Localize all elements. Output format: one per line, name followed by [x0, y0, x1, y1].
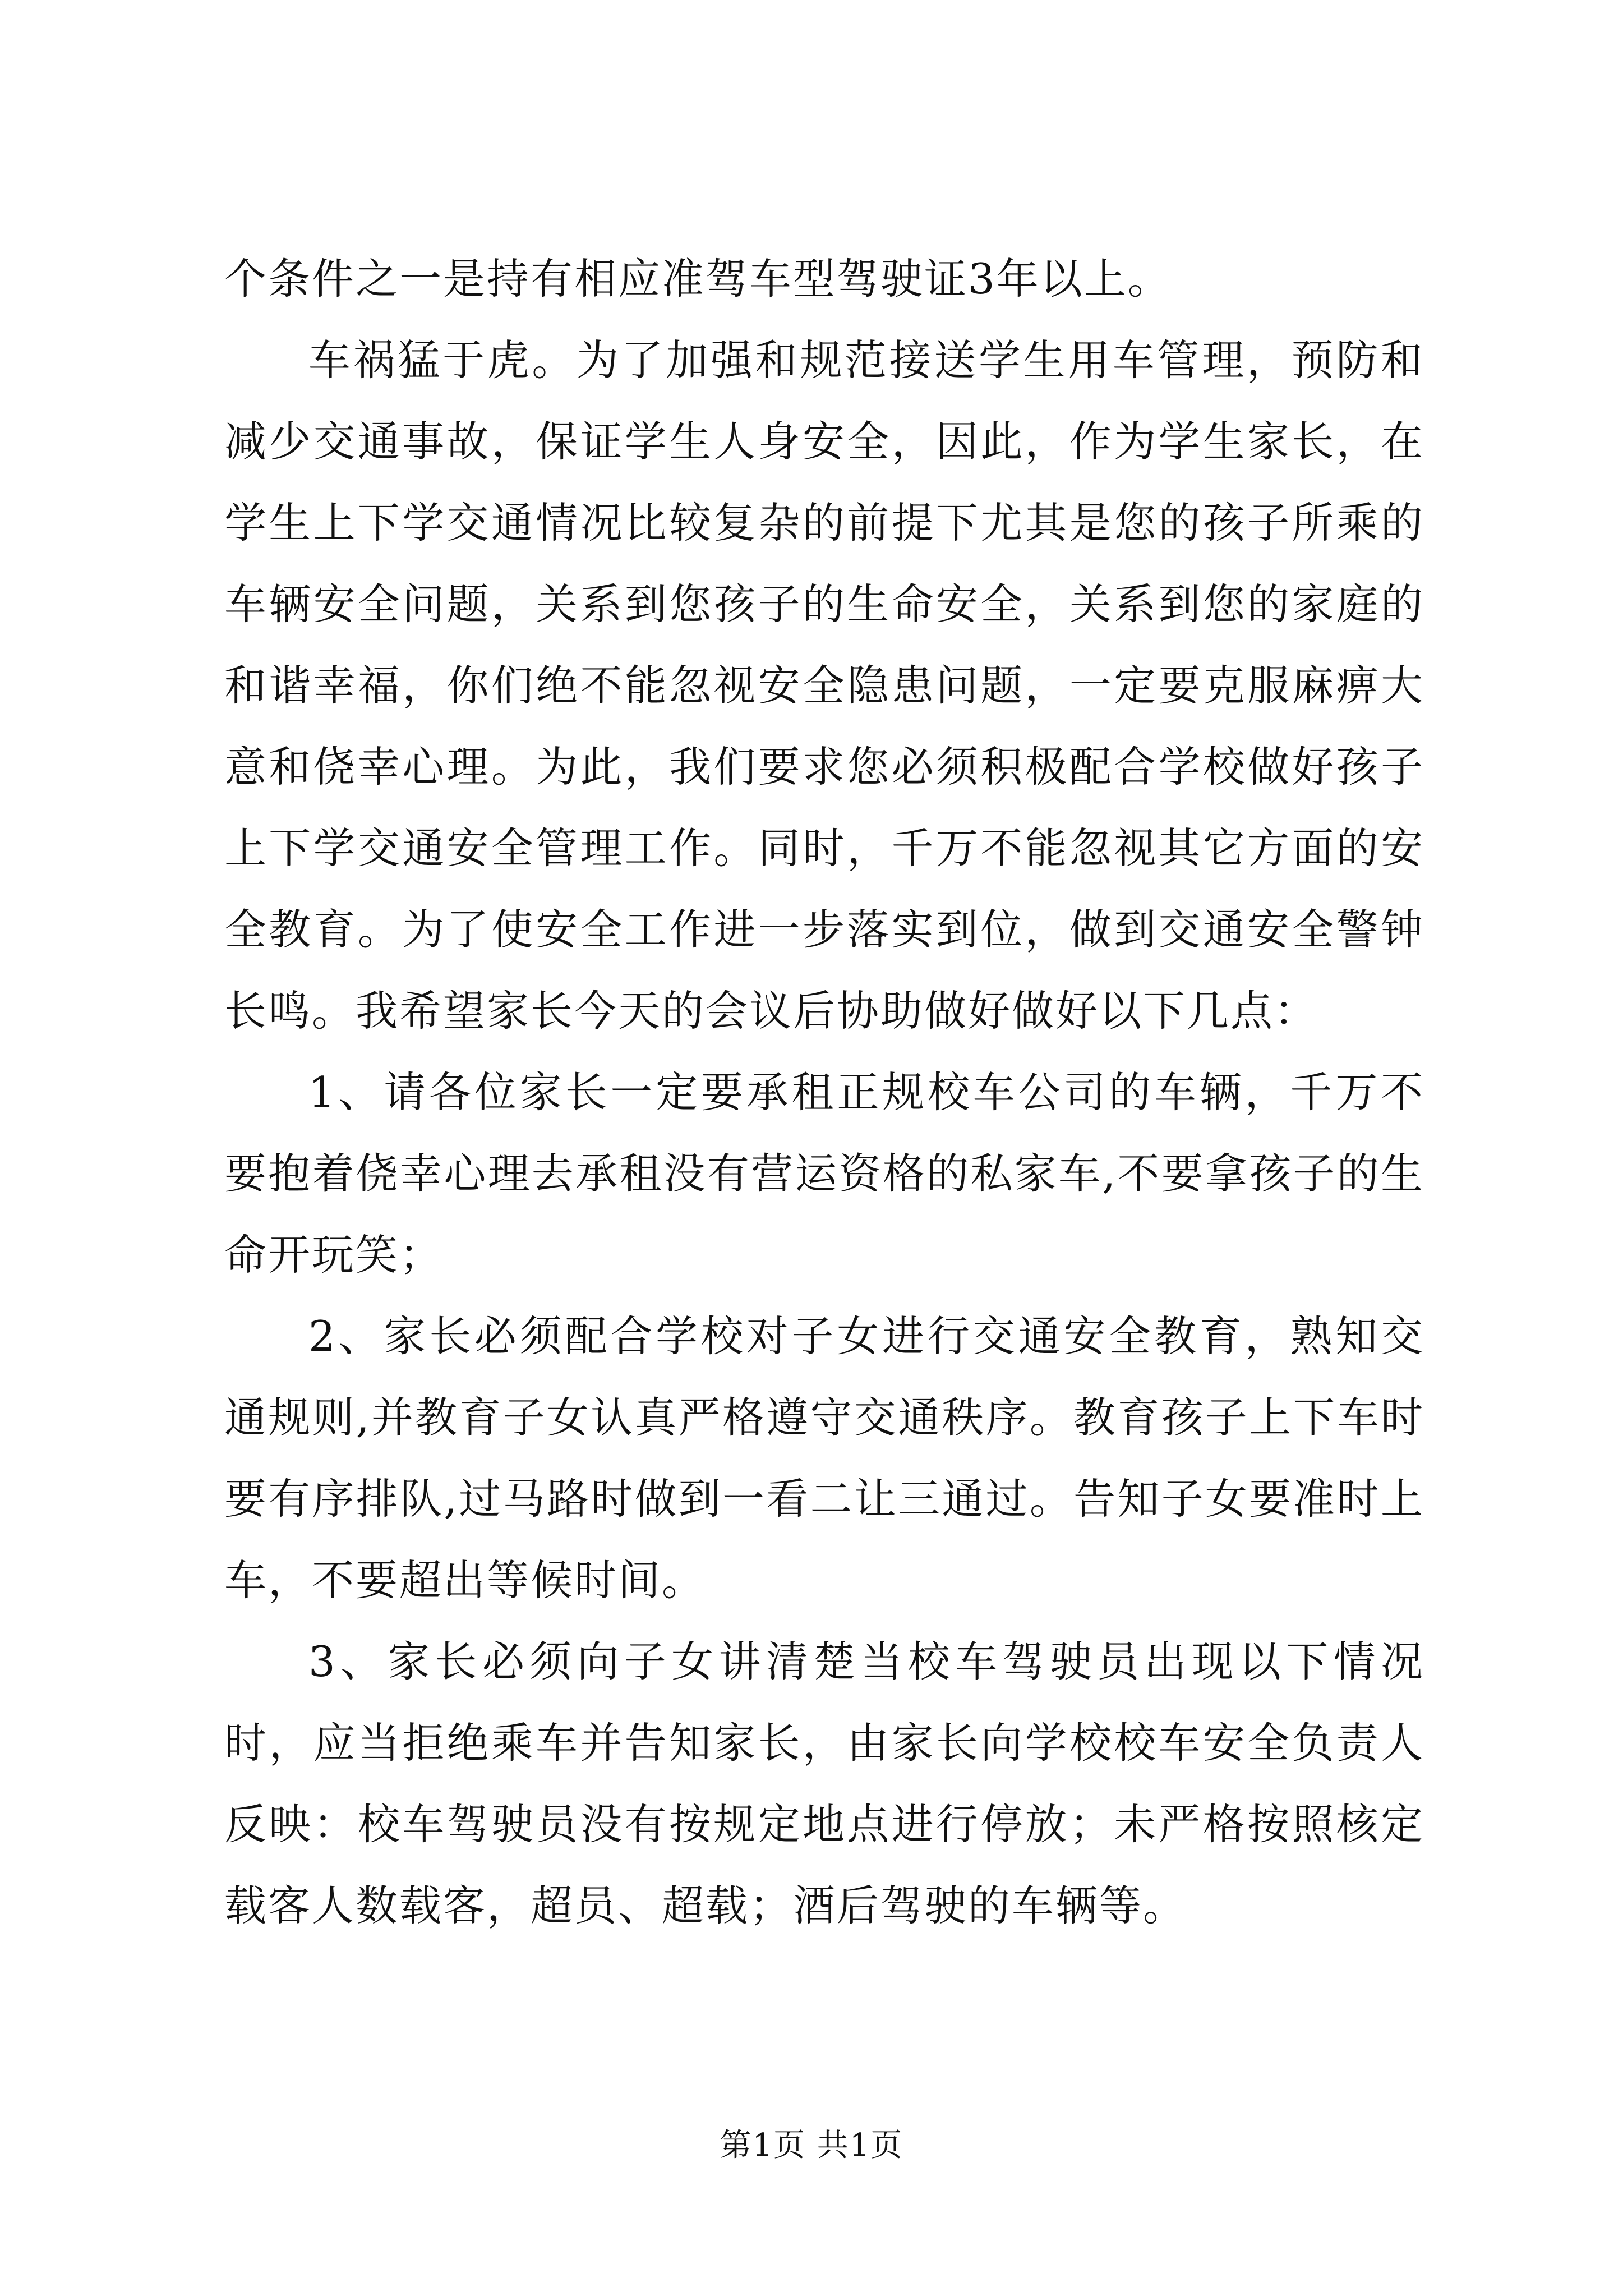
paragraph-point-1: 1、请各位家长一定要承租正规校车公司的车辆，千万不要抱着侥幸心理去承租没有营运资格的私家车,不要拿孩子的生命开玩笑；	[224, 1068, 1424, 1280]
paragraph-point-3: 3、家长必须向子女讲清楚当校车驾驶员出现以下情况时，应当拒绝乘车并告知家长，由家长向学校校车安全负责人反映：校车驾驶员没有按规定地点进行停放；未严格按照核定载客人数载客，超员、超载；酒后驾驶的车辆等。	[224, 1637, 1424, 1930]
paragraph-safety-intro: 车祸猛于虎。为了加强和规范接送学生用车管理，预防和减少交通事故，保证学生人身安全，因此，作为学生家长，在学生上下学交通情况比较复杂的前提下尤其是您的孩子所乘的车辆安全问题，关系到您孩子的生命安全，关系到您的家庭的和谐幸福，你们绝不能忽视安全隐患问题，一定要克服麻痹大意和侥幸心理。为此，我们要求您必须积极配合学校做好孩子上下学交通安全管理工作。同时，千万不能忽视其它方面的安全教育。为了使安全工作进一步落实到位，做到交通安全警钟长鸣。我希望家长今天的会议后协助做好做好以下几点：	[224, 335, 1424, 1036]
document-body	[224, 238, 1424, 1947]
paragraph-point-2: 2、家长必须配合学校对子女进行交通安全教育，熟知交通规则,并教育子女认真严格遵守交通秩序。教育孩子上下车时要有序排队,过马路时做到一看二让三通过。告知子女要准时上车，不要超出等候时间。	[224, 1312, 1424, 1605]
page-number-footer: 第1页 共1页	[720, 2127, 903, 2164]
paragraph-continuation: 个条件之一是持有相应准驾车型驾驶证3年以上。	[224, 254, 1172, 303]
